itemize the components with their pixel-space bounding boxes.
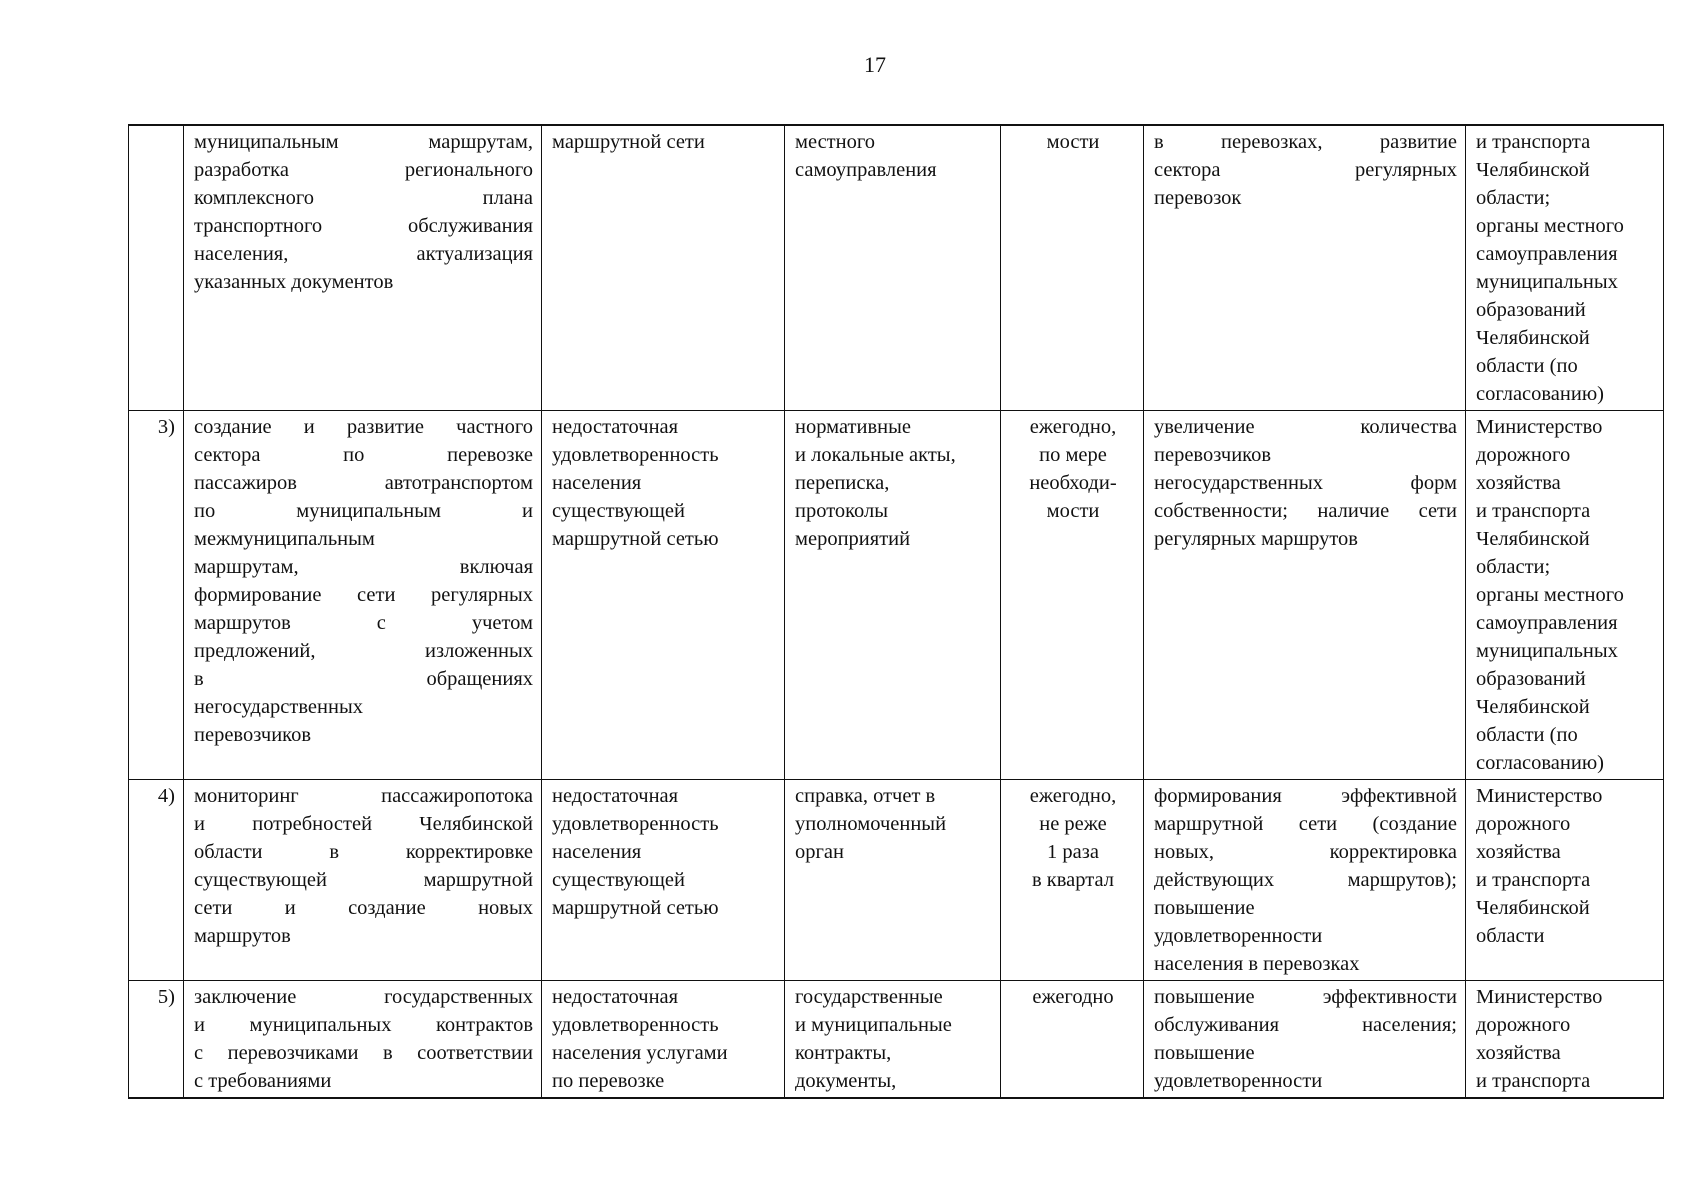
cell-line: образований <box>1476 668 1586 690</box>
cell-line: не реже <box>1039 813 1107 835</box>
row-number: 3) <box>129 411 184 780</box>
executor-cell <box>1466 411 1664 780</box>
cell-line: сети и создание новых <box>194 897 533 919</box>
cell-line: существующей <box>552 869 685 891</box>
cell-line: области (по <box>1476 724 1578 746</box>
cell-line: и локальные акты, <box>795 444 956 466</box>
cell-line: Челябинской <box>1476 897 1590 919</box>
cell-line: в перевозках, развитие <box>1154 131 1457 153</box>
table-body <box>129 125 1664 1098</box>
cell-line: и транспорта <box>1476 131 1591 153</box>
cell-line: повышение эффективности <box>1154 986 1457 1008</box>
cell-line: предложений, изложенных <box>194 640 533 662</box>
cell-line: населения в перевозках <box>1154 953 1360 975</box>
cell-line: ежегодно, <box>1029 785 1117 807</box>
cell-line: уполномоченный <box>795 813 947 835</box>
cell-line: действующих маршрутов); <box>1154 869 1457 891</box>
cell-line: регулярных маршрутов <box>1154 528 1358 550</box>
cell-line: орган <box>795 841 844 863</box>
cell-line: обслуживания населения; <box>1154 1014 1457 1036</box>
cell-line: согласованию) <box>1476 752 1604 774</box>
cell-line: муниципальных <box>1476 640 1618 662</box>
term-cell <box>1001 125 1144 411</box>
cell-line: недостаточная <box>552 785 679 807</box>
cell-line: и транспорта <box>1476 869 1591 891</box>
cell-line: недостаточная <box>552 416 679 438</box>
cell-line: комплексного плана <box>194 187 533 209</box>
executor-cell <box>1466 780 1664 981</box>
document-cell <box>785 981 1001 1099</box>
term-cell <box>1001 411 1144 780</box>
cell-line: хозяйства <box>1476 1042 1561 1064</box>
cell-line: удовлетворенности <box>1154 1070 1323 1092</box>
cell-line: Челябинской <box>1476 327 1590 349</box>
cell-line: образований <box>1476 299 1586 321</box>
cell-line: самоуправления <box>795 159 937 181</box>
cell-line: документы, <box>795 1070 897 1092</box>
executor-cell <box>1466 981 1664 1099</box>
cell-line: с перевозчиками в соответствии <box>194 1042 533 1064</box>
cell-line: Челябинской <box>1476 696 1590 718</box>
result-cell <box>1144 981 1466 1099</box>
cell-line: маршрутной сети (создание <box>1154 813 1457 835</box>
result-cell <box>1144 411 1466 780</box>
cell-line: мости <box>1046 131 1100 153</box>
cell-line: мониторинг пассажиропотока <box>194 785 533 807</box>
cell-line: ежегодно <box>1032 986 1114 1008</box>
cell-line: органы местного <box>1476 215 1624 237</box>
cell-line: дорожного <box>1476 813 1571 835</box>
measure-cell <box>184 780 542 981</box>
cell-line: маршрутов с учетом <box>194 612 533 634</box>
cell-line: Министерство <box>1476 785 1603 807</box>
cell-line: населения <box>552 841 642 863</box>
cell-line: и транспорта <box>1476 1070 1591 1092</box>
cell-line: маршрутной сети <box>552 131 705 153</box>
cell-line: формирования эффективной <box>1154 785 1457 807</box>
cell-line: Челябинской <box>1476 159 1590 181</box>
cell-line: дорожного <box>1476 1014 1571 1036</box>
cell-line: маршрутов <box>194 925 291 947</box>
result-cell <box>1144 125 1466 411</box>
problem-cell <box>542 411 785 780</box>
result-cell <box>1144 780 1466 981</box>
cell-line: в квартал <box>1032 869 1114 891</box>
cell-line: дорожного <box>1476 444 1571 466</box>
document-cell <box>785 411 1001 780</box>
document-cell <box>785 125 1001 411</box>
cell-line: области (по <box>1476 355 1578 377</box>
table-row <box>129 411 1664 780</box>
document-cell <box>785 780 1001 981</box>
cell-line: маршрутам, включая <box>194 556 533 578</box>
cell-line: заключение государственных <box>194 986 533 1008</box>
cell-line: и муниципальные <box>795 1014 952 1036</box>
cell-line: хозяйства <box>1476 472 1561 494</box>
table-row <box>129 780 1664 981</box>
cell-line: мероприятий <box>795 528 911 550</box>
row-number <box>129 125 184 411</box>
cell-line: переписка, <box>795 472 890 494</box>
cell-line: контракты, <box>795 1042 892 1064</box>
cell-line: увеличение количества <box>1154 416 1457 438</box>
cell-line: муниципальных <box>1476 271 1618 293</box>
cell-line: Министерство <box>1476 986 1603 1008</box>
cell-line: местного <box>795 131 876 153</box>
cell-line: формирование сети регулярных <box>194 584 533 606</box>
problem-cell <box>542 981 785 1099</box>
cell-line: 1 раза <box>1047 841 1099 863</box>
cell-line: удовлетворенность <box>552 813 719 835</box>
cell-line: повышение <box>1154 897 1255 919</box>
cell-line: Челябинской <box>1476 528 1590 550</box>
cell-line: ежегодно, <box>1029 416 1117 438</box>
problem-cell <box>542 780 785 981</box>
cell-line: негосударственных <box>194 696 363 718</box>
cell-line: по муниципальным и <box>194 500 533 522</box>
cell-line: перевозчиков <box>1154 444 1272 466</box>
page-number: 17 <box>864 52 886 77</box>
cell-line: мости <box>1046 500 1100 522</box>
cell-line: хозяйства <box>1476 841 1561 863</box>
cell-line: маршрутной сетью <box>552 528 719 550</box>
cell-line: области; <box>1476 187 1551 209</box>
cell-line: согласованию) <box>1476 383 1604 405</box>
cell-line: разработка регионального <box>194 159 533 181</box>
cell-line: области; <box>1476 556 1551 578</box>
cell-line: населения услугами <box>552 1042 728 1064</box>
cell-line: удовлетворенность <box>552 1014 719 1036</box>
cell-line: нормативные <box>795 416 912 438</box>
term-cell <box>1001 780 1144 981</box>
cell-line: населения, актуализация <box>194 243 533 265</box>
row-number: 4) <box>129 780 184 981</box>
cell-line: пассажиров автотранспортом <box>194 472 533 494</box>
cell-line: государственные <box>795 986 943 1008</box>
term-cell <box>1001 981 1144 1099</box>
cell-line: в обращениях <box>194 668 533 690</box>
cell-line: необходи- <box>1029 472 1117 494</box>
cell-line: и муниципальных контрактов <box>194 1014 533 1036</box>
cell-line: создание и развитие частного <box>194 416 533 438</box>
cell-line: сектора регулярных <box>1154 159 1457 181</box>
cell-line: межмуниципальным <box>194 528 375 550</box>
row-number: 5) <box>129 981 184 1099</box>
cell-line: самоуправления <box>1476 612 1618 634</box>
cell-line: по перевозке <box>552 1070 665 1092</box>
cell-line: удовлетворенности <box>1154 925 1323 947</box>
cell-line: транспортного обслуживания <box>194 215 533 237</box>
cell-line: перевозок <box>1154 187 1242 209</box>
cell-line: и потребностей Челябинской <box>194 813 533 835</box>
cell-line: и транспорта <box>1476 500 1591 522</box>
cell-line: протоколы <box>795 500 889 522</box>
cell-line: сектора по перевозке <box>194 444 533 466</box>
cell-line: по мере <box>1039 444 1107 466</box>
cell-line: повышение <box>1154 1042 1255 1064</box>
cell-line: собственности; наличие сети <box>1154 500 1457 522</box>
measure-cell <box>184 981 542 1099</box>
cell-line: области <box>1476 925 1545 947</box>
cell-line: существующей маршрутной <box>194 869 533 891</box>
table-row <box>129 125 1664 411</box>
cell-line: негосударственных форм <box>1154 472 1457 494</box>
cell-line: недостаточная <box>552 986 679 1008</box>
measure-cell <box>184 125 542 411</box>
measures-table <box>128 124 1664 1099</box>
cell-line: маршрутной сетью <box>552 897 719 919</box>
cell-line: области в корректировке <box>194 841 533 863</box>
table-row <box>129 981 1664 1099</box>
cell-line: указанных документов <box>194 271 394 293</box>
cell-line: с требованиями <box>194 1070 332 1092</box>
problem-cell <box>542 125 785 411</box>
cell-line: самоуправления <box>1476 243 1618 265</box>
cell-line: удовлетворенность <box>552 444 719 466</box>
cell-line: органы местного <box>1476 584 1624 606</box>
cell-line: существующей <box>552 500 685 522</box>
executor-cell <box>1466 125 1664 411</box>
cell-line: муниципальным маршрутам, <box>194 131 533 153</box>
measure-cell <box>184 411 542 780</box>
cell-line: Министерство <box>1476 416 1603 438</box>
cell-line: справка, отчет в <box>795 785 936 807</box>
cell-line: населения <box>552 472 642 494</box>
cell-line: новых, корректировка <box>1154 841 1457 863</box>
cell-line: перевозчиков <box>194 724 312 746</box>
